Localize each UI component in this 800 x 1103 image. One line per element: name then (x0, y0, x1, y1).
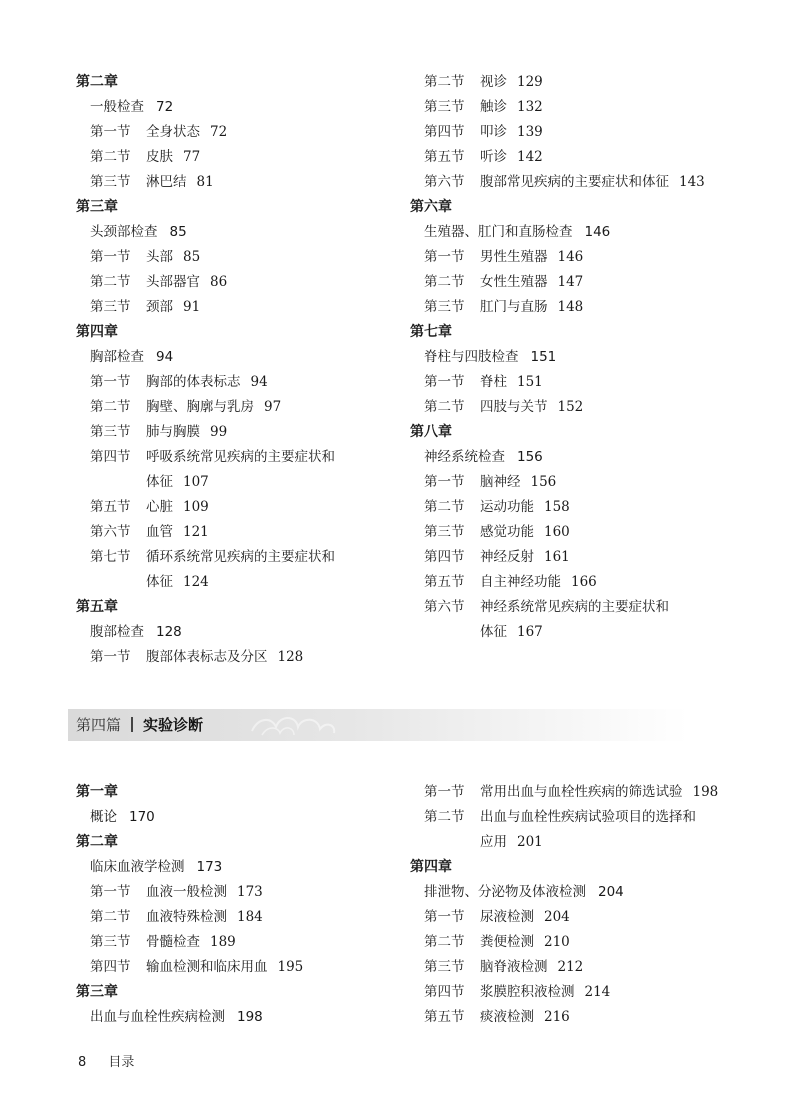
part-four-title: 实验诊断 (143, 716, 204, 734)
page-number: 146 (584, 224, 611, 240)
section-title: 触诊 (480, 99, 507, 115)
section-title: 胸壁、胸廓与乳房 (146, 399, 254, 415)
page-number: 77 (183, 149, 201, 165)
section-label: 第一节 (424, 249, 465, 265)
section-label: 第三节 (90, 299, 131, 315)
section-title: 自主神经功能 (480, 574, 561, 590)
toc-part3-left-column (76, 70, 406, 680)
chapter-heading: 第四章 (76, 324, 118, 340)
toc-section-entry (90, 520, 209, 545)
toc-chapter-entry (410, 195, 452, 220)
section-title: 脑神经 (480, 474, 521, 490)
section-title: 头部 (146, 249, 173, 265)
toc-section-entry (90, 370, 268, 395)
toc-cont-entry (480, 620, 543, 645)
toc-topic-entry (90, 805, 155, 830)
page-number: 151 (517, 374, 543, 390)
page-number: 195 (277, 959, 304, 975)
section-label: 第二节 (424, 74, 465, 90)
section-label: 第三节 (424, 524, 465, 540)
toc-chapter-entry (410, 320, 452, 345)
toc-section-entry (90, 880, 263, 905)
toc-section-entry (424, 905, 570, 930)
toc-section-entry (424, 245, 583, 270)
toc-section-entry (90, 905, 263, 930)
chapter-heading: 第七章 (410, 324, 452, 340)
page-number: 128 (277, 649, 304, 665)
section-label: 第七节 (90, 549, 131, 565)
section-title: 感觉功能 (480, 524, 534, 540)
toc-section-entry (424, 145, 543, 170)
section-label: 第六节 (90, 524, 131, 540)
section-label: 第三节 (90, 174, 131, 190)
toc-section-entry (90, 645, 303, 670)
toc-chapter-entry (76, 70, 118, 95)
toc-part4-right-column (410, 780, 770, 1040)
section-label: 第六节 (424, 599, 465, 615)
toc-section-entry (424, 370, 543, 395)
chapter-heading: 第四章 (410, 859, 452, 875)
toc-section-entry (90, 420, 227, 445)
chapter-title: 概论 (90, 809, 117, 825)
section-title: 粪便检测 (480, 934, 534, 950)
toc-section-entry (424, 495, 570, 520)
page-number: 173 (237, 884, 263, 900)
section-label: 第一节 (90, 374, 131, 390)
toc-section-entry (424, 95, 543, 120)
chapter-heading: 第三章 (76, 199, 118, 215)
page-number: 156 (530, 474, 557, 490)
toc-section-entry (424, 520, 570, 545)
section-title: 血液特殊检测 (146, 909, 227, 925)
part-four-header-band (68, 709, 688, 741)
section-title: 听诊 (480, 149, 507, 165)
toc-topic-entry (90, 1005, 263, 1030)
chapter-heading: 第二章 (76, 834, 118, 850)
chapter-heading: 第五章 (76, 599, 118, 615)
section-title: 浆膜腔积液检测 (480, 984, 575, 1000)
section-title: 淋巴结 (146, 174, 187, 190)
toc-chapter-entry (76, 780, 118, 805)
page-number: 121 (183, 524, 209, 540)
toc-section-entry (424, 170, 705, 195)
section-label: 第二节 (90, 149, 131, 165)
toc-section-entry (90, 545, 335, 570)
toc-topic-entry (424, 445, 543, 470)
section-title: 全身状态 (146, 124, 200, 140)
chapter-title: 出血与血栓性疾病检测 (90, 1009, 225, 1025)
section-title: 视诊 (480, 74, 507, 90)
page-number: 86 (210, 274, 228, 290)
section-label: 第一节 (424, 784, 465, 800)
page-number: 81 (196, 174, 214, 190)
section-label: 第一节 (90, 649, 131, 665)
page-number: 97 (264, 399, 282, 415)
toc-chapter-entry (76, 830, 118, 855)
section-label: 第二节 (424, 274, 465, 290)
toc-section-entry (424, 295, 583, 320)
toc-section-entry (90, 120, 227, 145)
chapter-title: 生殖器、肛门和直肠检查 (424, 224, 573, 240)
section-title: 输血检测和临床用血 (146, 959, 268, 975)
toc-section-entry (424, 930, 570, 955)
page-number: 198 (692, 784, 719, 800)
chapter-title: 神经系统检查 (424, 449, 505, 465)
chapter-title: 脊柱与四肢检查 (424, 349, 519, 365)
toc-section-entry (424, 395, 583, 420)
section-label: 第三节 (424, 959, 465, 975)
toc-part3-right-column (410, 70, 770, 680)
toc-section-entry (90, 270, 227, 295)
page-number: 173 (196, 859, 223, 875)
page-number: 124 (183, 574, 209, 590)
toc-topic-entry (90, 620, 182, 645)
section-title-continued: 体征 (146, 574, 173, 590)
toc-chapter-entry (76, 195, 118, 220)
section-label: 第二节 (90, 274, 131, 290)
chapter-heading: 第一章 (76, 784, 118, 800)
chapter-title: 排泄物、分泌物及体液检测 (424, 884, 586, 900)
toc-section-entry (424, 780, 718, 805)
section-title: 脊柱 (480, 374, 507, 390)
toc-chapter-entry (410, 855, 452, 880)
cloud-ornament-icon (248, 711, 338, 739)
page-number: 201 (517, 834, 543, 850)
section-label: 第五节 (424, 1009, 465, 1025)
section-title-continued: 应用 (480, 834, 507, 850)
section-label: 第一节 (90, 249, 131, 265)
section-title: 女性生殖器 (480, 274, 548, 290)
section-title: 肺与胸膜 (146, 424, 200, 440)
section-title: 痰液检测 (480, 1009, 534, 1025)
toc-section-entry (424, 70, 543, 95)
chapter-title: 头颈部检查 (90, 224, 158, 240)
page-number: 94 (156, 349, 174, 365)
page-number: 139 (517, 124, 543, 140)
toc-section-entry (424, 570, 597, 595)
chapter-heading: 第三章 (76, 984, 118, 1000)
toc-section-entry (90, 930, 236, 955)
page-number: 143 (679, 174, 705, 190)
section-title: 循环系统常见疾病的主要症状和 (146, 549, 335, 565)
section-title: 神经反射 (480, 549, 534, 565)
toc-topic-entry (424, 345, 556, 370)
section-title: 脑脊液检测 (480, 959, 548, 975)
page-number: 198 (237, 1009, 263, 1025)
section-title: 出血与血栓性疾病试验项目的选择和 (480, 809, 696, 825)
page-number: 72 (210, 124, 228, 140)
page-number: 72 (156, 99, 174, 115)
page-number: 189 (210, 934, 236, 950)
section-title: 神经系统常见疾病的主要症状和 (480, 599, 669, 615)
page-number: 204 (544, 909, 570, 925)
section-label: 第三节 (90, 934, 131, 950)
page-number: 109 (183, 499, 209, 515)
page-number: 212 (557, 959, 584, 975)
page-number: 214 (584, 984, 611, 1000)
toc-section-entry (90, 295, 200, 320)
toc-chapter-entry (76, 980, 118, 1005)
section-label: 第二节 (424, 399, 465, 415)
chapter-title: 腹部检查 (90, 624, 144, 640)
section-title-continued: 体征 (480, 624, 507, 640)
toc-chapter-entry (76, 320, 118, 345)
page-number: 107 (183, 474, 209, 490)
page-number: 99 (210, 424, 228, 440)
toc-part4-left-column (76, 780, 406, 1040)
section-title: 尿液检测 (480, 909, 534, 925)
section-title: 颈部 (146, 299, 173, 315)
section-title: 腹部体表标志及分区 (146, 649, 268, 665)
toc-chapter-entry (76, 595, 118, 620)
section-label: 第六节 (424, 174, 465, 190)
page-number: 147 (557, 274, 584, 290)
toc-cont-entry (146, 470, 209, 495)
page-number: 158 (544, 499, 570, 515)
toc-section-entry (424, 955, 583, 980)
section-label: 第四节 (90, 959, 131, 975)
toc-section-entry (424, 980, 610, 1005)
page-number: 151 (530, 349, 557, 365)
page-number: 91 (183, 299, 201, 315)
page-number: 156 (517, 449, 543, 465)
toc-section-entry (90, 445, 335, 470)
toc-topic-entry (90, 220, 187, 245)
section-title: 血管 (146, 524, 173, 540)
section-title: 运动功能 (480, 499, 534, 515)
page-number: 152 (557, 399, 584, 415)
chapter-title: 一般检查 (90, 99, 144, 115)
chapter-heading: 第二章 (76, 74, 118, 90)
page-number: 204 (598, 884, 624, 900)
page-number: 184 (237, 909, 263, 925)
section-title: 男性生殖器 (480, 249, 548, 265)
section-title: 腹部常见疾病的主要症状和体征 (480, 174, 669, 190)
section-label: 第三节 (90, 424, 131, 440)
page-number: 166 (571, 574, 597, 590)
section-title: 肛门与直肠 (480, 299, 548, 315)
chapter-title: 胸部检查 (90, 349, 144, 365)
toc-topic-entry (90, 345, 173, 370)
page-number: 128 (156, 624, 182, 640)
page-number: 160 (544, 524, 570, 540)
section-label: 第二节 (90, 399, 131, 415)
section-label: 第二节 (424, 809, 465, 825)
toc-section-entry (90, 245, 200, 270)
toc-section-entry (424, 805, 696, 830)
section-label: 第四节 (424, 984, 465, 1000)
section-title: 头部器官 (146, 274, 200, 290)
section-label: 第四节 (424, 124, 465, 140)
section-title: 叩诊 (480, 124, 507, 140)
section-title: 骨髓检查 (146, 934, 200, 950)
toc-cont-entry (480, 830, 543, 855)
section-label: 第三节 (424, 299, 465, 315)
page-number: 161 (544, 549, 570, 565)
page-number: 146 (557, 249, 584, 265)
section-title: 四肢与关节 (480, 399, 548, 415)
toc-section-entry (90, 145, 200, 170)
section-title: 胸部的体表标志 (146, 374, 241, 390)
section-label: 第一节 (424, 374, 465, 390)
toc-section-entry (90, 395, 281, 420)
chapter-heading: 第八章 (410, 424, 452, 440)
section-label: 第五节 (424, 574, 465, 590)
section-label: 第五节 (90, 499, 131, 515)
section-label: 第五节 (424, 149, 465, 165)
section-label: 第一节 (90, 124, 131, 140)
toc-section-entry (90, 170, 214, 195)
toc-topic-entry (90, 855, 222, 880)
page-number: 129 (517, 74, 543, 90)
section-label: 第三节 (424, 99, 465, 115)
toc-section-entry (90, 955, 303, 980)
page-number: 142 (517, 149, 543, 165)
page-number: 85 (183, 249, 201, 265)
chapter-title: 临床血液学检测 (90, 859, 185, 875)
toc-section-entry (424, 120, 543, 145)
section-label: 第四节 (424, 549, 465, 565)
page-number: 85 (169, 224, 187, 240)
page-number: 148 (557, 299, 584, 315)
chapter-heading: 第六章 (410, 199, 452, 215)
section-title: 心脏 (146, 499, 173, 515)
toc-section-entry (424, 270, 583, 295)
section-title: 皮肤 (146, 149, 173, 165)
section-label: 第二节 (424, 934, 465, 950)
toc-section-entry (424, 545, 570, 570)
section-title: 呼吸系统常见疾病的主要症状和 (146, 449, 335, 465)
toc-topic-entry (424, 220, 610, 245)
footer-section-label: 目录 (108, 1055, 135, 1070)
section-label: 第一节 (424, 909, 465, 925)
toc-cont-entry (146, 570, 209, 595)
toc-section-entry (424, 595, 669, 620)
page-number: 132 (517, 99, 543, 115)
toc-section-entry (424, 470, 556, 495)
section-label: 第四节 (90, 449, 131, 465)
part-heading-divider (131, 717, 133, 732)
section-title-continued: 体征 (146, 474, 173, 490)
toc-topic-entry (90, 95, 173, 120)
part-four-heading (76, 709, 203, 741)
page-number: 167 (517, 624, 543, 640)
toc-topic-entry (424, 880, 624, 905)
part-four-label: 第四篇 (76, 716, 122, 734)
section-label: 第二节 (424, 499, 465, 515)
toc-section-entry (424, 1005, 570, 1030)
page-number: 94 (250, 374, 268, 390)
page-number: 210 (544, 934, 570, 950)
page-number: 216 (544, 1009, 570, 1025)
section-title: 常用出血与血栓性疾病的筛选试验 (480, 784, 683, 800)
page-number: 170 (129, 809, 155, 825)
section-title: 血液一般检测 (146, 884, 227, 900)
toc-chapter-entry (410, 420, 452, 445)
toc-section-entry (90, 495, 209, 520)
section-label: 第二节 (90, 909, 131, 925)
footer-page-number: 8 (78, 1055, 87, 1070)
page-footer (78, 1052, 134, 1074)
section-label: 第一节 (90, 884, 131, 900)
section-label: 第一节 (424, 474, 465, 490)
